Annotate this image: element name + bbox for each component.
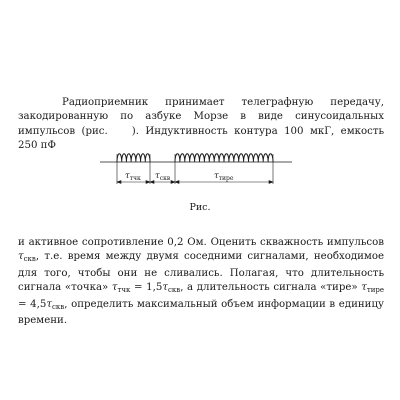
- figure-caption: Рис.: [189, 202, 211, 213]
- label-tau-dot: $\tau_{тчк}$: [125, 171, 141, 182]
- symbol-tau: τ: [18, 251, 24, 263]
- paragraph-1-text: Радиоприемник принимает телеграфную передачу, закодированную по азбуке Морзе в виде синусоидальных импульсов (рис.: [18, 97, 384, 137]
- label-tau-gap: $\tau_{скв}$: [155, 171, 171, 182]
- morse-signal-figure: [0, 148, 400, 190]
- label-tau-dash: $\tau_{тирe}$: [214, 171, 234, 182]
- problem-paragraph-1: [18, 96, 384, 154]
- dash-signal-burst: [175, 154, 273, 162]
- dot-signal-burst: [117, 154, 150, 162]
- problem-paragraph-2: и активное сопротивление 0,2 Ом. Оценить скважность импульсов $\tau_{скв}$, т.е. время между двумя соседними сигналами, необходимое для того, чтобы они не сливались. Полагая, что длительность сигнала «точка» $\tau_{тчк} = 1,5\tau_{скв}$, а длительность сигнала «тире» $\tau_{тире} = 4,5\tau_{скв}$, определить максимальный объем информации в единицу времени.: [18, 237, 385, 327]
- paragraph-1-text-end: ). Индуктивность контура 100 мкГ, емкость 250 пФ: [18, 125, 385, 152]
